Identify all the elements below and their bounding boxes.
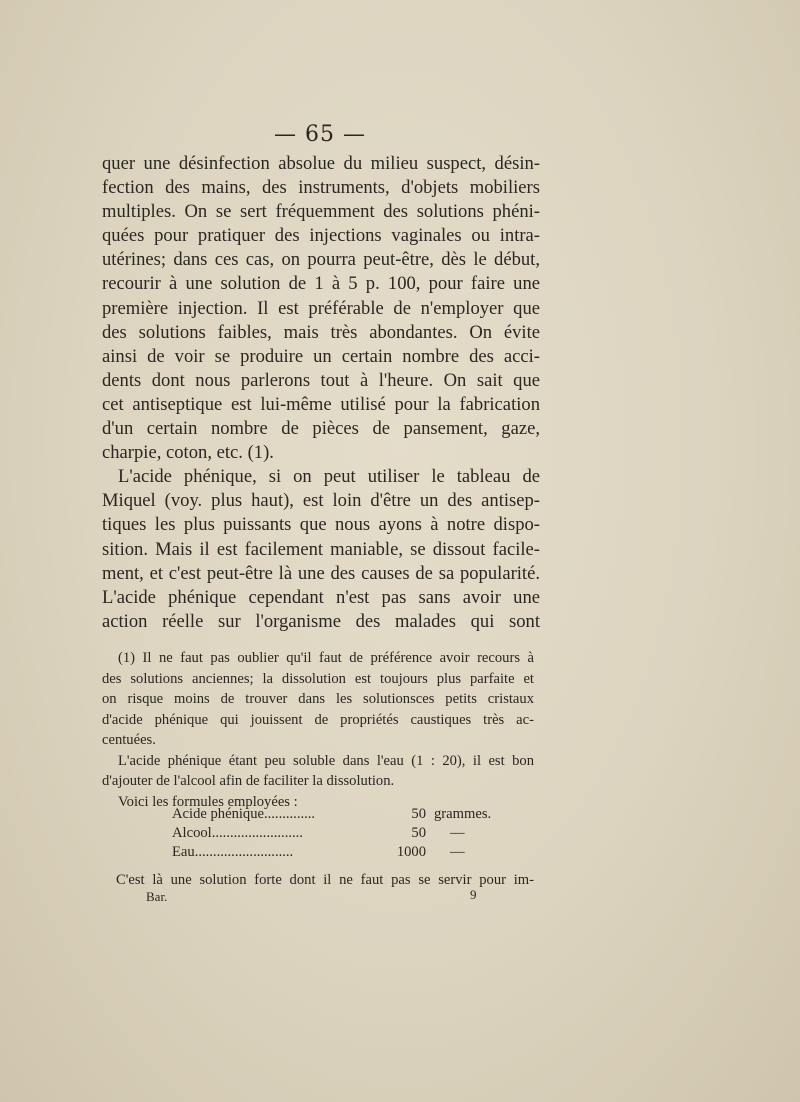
footnote-line: L'acide phénique étant peu soluble dans l'eau (1 : 20), il est bon <box>118 752 534 769</box>
text-line: sition. Mais il est facilement maniable, se dissout facile- <box>102 538 540 560</box>
footnote-line: d'acide phénique qui jouissent de propriétés caustiques très ac- <box>102 711 534 728</box>
footnote-line: des solutions anciennes; la dissolution est toujours plus parfaite et <box>102 670 534 687</box>
text-line: L'acide phénique, si on peut utiliser le tableau de <box>118 466 540 488</box>
text-line: fection des mains, des instruments, d'objets mobiliers <box>102 177 540 199</box>
formula-ingredient: Eau........................... <box>172 844 294 860</box>
text-line: des solutions faibles, mais très abondantes. On évite <box>102 321 540 343</box>
text-line: recourir à une solution de 1 à 5 p. 100, pour faire une <box>102 273 540 295</box>
signature-mark: Bar. <box>146 889 168 904</box>
footnote-block <box>102 648 534 812</box>
footnote-line: on risque moins de trouver dans les solutionsces petits cristaux <box>102 691 534 707</box>
text-line: dents dont nous parlerons tout à l'heure. On sait que <box>102 369 540 391</box>
text-line: d'un certain nombre de pièces de pansement, gaze, <box>102 418 540 440</box>
formula-quantity: 1000 <box>396 844 426 860</box>
formula-unit: — <box>450 825 465 841</box>
formula-quantity: 50 <box>411 825 426 841</box>
text-line: action réelle sur l'organisme des malades qui sont <box>102 610 540 632</box>
text-line: multiples. On se sert fréquemment des solutions phéni- <box>102 201 540 223</box>
text-line: ment, et c'est peut-être là une des causes de sa popularité. <box>102 562 540 584</box>
sheet-number: 9 <box>470 887 477 902</box>
footnote-line: centuées. <box>102 732 156 748</box>
formula-quantity: 50 <box>411 806 426 822</box>
text-line: quer une désinfection absolue du milieu suspect, désin- <box>102 153 540 174</box>
formula-unit: — <box>450 844 465 860</box>
formula-ingredient: Acide phénique.............. <box>172 806 316 822</box>
text-line: première injection. Il est préférable de n'employer que <box>102 297 540 319</box>
text-line: utérines; dans ces cas, on pourra peut-être, dès le début, <box>102 249 540 271</box>
text-line: quées pour pratiquer des injections vaginales ou intra- <box>102 225 540 247</box>
text-line: Miquel (voy. plus haut), est loin d'être un des antisep- <box>102 490 540 512</box>
text-line: tiques les plus puissants que nous ayons à notre dispo- <box>102 514 540 536</box>
text-line: ainsi de voir se produire un certain nombre des acci- <box>102 345 540 367</box>
text-line: L'acide phénique cependant n'est pas sans avoir une <box>102 586 540 608</box>
text-line: charpie, coton, etc. (1). <box>102 442 274 464</box>
formula-ingredient: Alcool......................... <box>172 825 303 841</box>
footnote-line: Voici les formules employées : <box>118 793 298 810</box>
closing-line: C'est là une solution forte dont il ne faut pas se servir pour im- <box>116 872 534 888</box>
main-text <box>102 152 540 634</box>
footnote-line: (1) Il ne faut pas oublier qu'il faut de préférence avoir recours à <box>118 650 534 666</box>
footnote-line: d'ajouter de l'alcool afin de faciliter la dissolution. <box>102 773 395 789</box>
text-line: cet antiseptique est lui-même utilisé pour la fabrication <box>102 393 540 415</box>
page-number: — 65 — <box>274 122 366 147</box>
formula-unit: grammes. <box>434 806 492 822</box>
